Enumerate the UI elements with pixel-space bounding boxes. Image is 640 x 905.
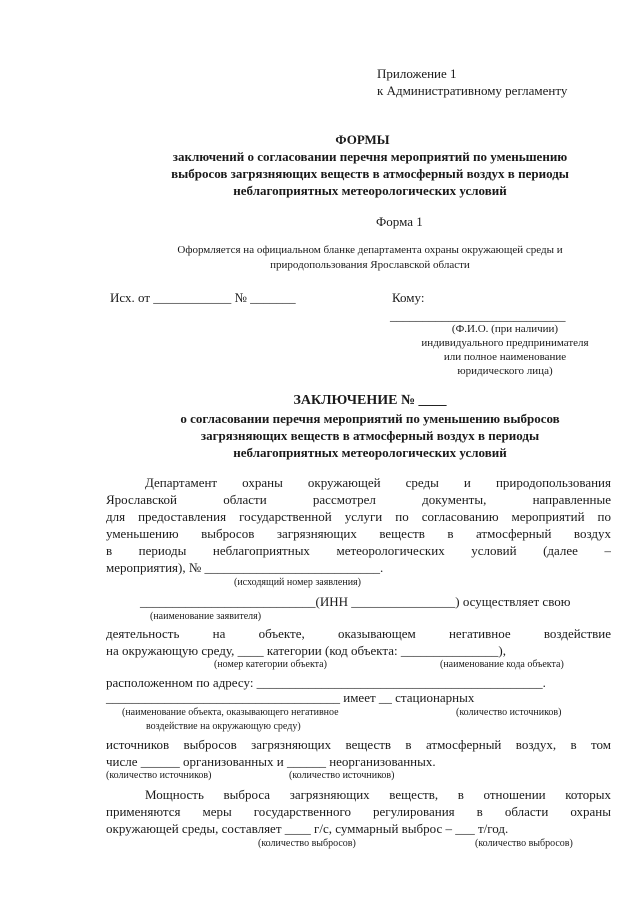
forms-title: ФОРМЫ <box>335 132 390 147</box>
paragraph-1-line-3: для предоставления государственной услуги по согласованию мероприятий по <box>106 509 611 524</box>
hint-applicant: (наименование заявителя) <box>150 611 262 622</box>
paragraph-1-line-1: Департамент охраны окружающей среды и природопользования <box>145 475 611 490</box>
conclusion-subtitle-1: о согласовании перечня мероприятий по уменьшению выбросов <box>180 411 560 426</box>
hint-sources-count: (количество источников) <box>456 707 562 718</box>
address-line: расположенном по адресу: ____________________________________________. <box>106 675 546 690</box>
paragraph-1-line-6: мероприятия), № ___________________________. <box>106 560 384 575</box>
hint-application-number: (исходящий номер заявления) <box>234 577 361 588</box>
hint-unorganized-sources: (количество источников) <box>289 770 395 781</box>
hint-total-emission: (количество выбросов) <box>475 838 573 849</box>
recipient-line: ___________________________ <box>390 308 566 323</box>
appendix-line-1: Приложение 1 <box>377 66 457 81</box>
recipient-label: Кому: <box>392 290 425 305</box>
conclusion-title: ЗАКЛЮЧЕНИЕ № ____ <box>293 393 447 408</box>
conclusion-subtitle-2: загрязняющих веществ в атмосферный воздух в периоды <box>200 428 540 443</box>
sources-line-2: числе ______ организованных и ______ неорганизованных. <box>106 754 436 769</box>
paragraph-1-line-4: уменьшению выбросов загрязняющих веществ в атмосферный воздух <box>106 526 611 541</box>
recipient-hint-3: или полное наименование <box>443 351 567 363</box>
hint-category: (номер категории объекта) <box>214 659 327 670</box>
recipient-hint-1: (Ф.И.О. (при наличии) <box>451 323 559 335</box>
hint-emission-rate: (количество выбросов) <box>258 838 356 849</box>
appendix-line-2: к Административному регламенту <box>377 83 568 98</box>
sources-line-1: источников выбросов загрязняющих веществ в атмосферный воздух, в том <box>106 737 611 752</box>
hint-object-code: (наименование кода объекта) <box>440 659 564 670</box>
form-number: Форма 1 <box>376 214 423 229</box>
power-line-1: Мощность выброса загрязняющих веществ, в отношении которых <box>145 787 611 802</box>
outgoing-reference: Исх. от ____________ № _______ <box>110 290 296 305</box>
paragraph-1-line-2: Ярославской области рассмотрел документы, направленные <box>106 492 611 507</box>
forms-subtitle-2: выбросов загрязняющих веществ в атмосферный воздух в периоды <box>171 166 569 181</box>
hint-object-name-1: (наименование объекта, оказывающего негативное <box>122 707 339 718</box>
forms-subtitle-3: неблагоприятных метеорологических условий <box>233 183 507 198</box>
power-line-3: окружающей среды, составляет ____ г/с, суммарный выброс – ___ т/год. <box>106 821 509 836</box>
power-line-2: применяются меры государственного регулирования в области охраны <box>106 804 611 819</box>
forms-subtitle-1: заключений о согласовании перечня мероприятий по уменьшению <box>172 149 568 164</box>
blank-note-line-2: природопользования Ярославской области <box>270 259 470 271</box>
applicant-line: ___________________________(ИНН ________________) осуществляет свою <box>140 594 571 609</box>
hint-organized-sources: (количество источников) <box>106 770 212 781</box>
recipient-hint-4: юридического лица) <box>457 365 553 377</box>
stationary-sources-line: ____________________________________ имеет __ стационарных <box>106 690 475 705</box>
conclusion-subtitle-3: неблагоприятных метеорологических условий <box>233 445 507 460</box>
activity-line-2: на окружающую среду, ____ категории (код объекта: _______________), <box>106 643 506 658</box>
blank-note-line-1: Оформляется на официальном бланке департамента охраны окружающей среды и <box>177 244 563 256</box>
activity-line-1: деятельность на объекте, оказывающем негативное воздействие <box>106 626 611 641</box>
paragraph-1-line-5: в периоды неблагоприятных метеорологических условий (далее – <box>106 543 611 558</box>
recipient-hint-2: индивидуального предпринимателя <box>421 337 589 349</box>
hint-object-name-2: воздействие на окружающую среду) <box>146 721 301 732</box>
